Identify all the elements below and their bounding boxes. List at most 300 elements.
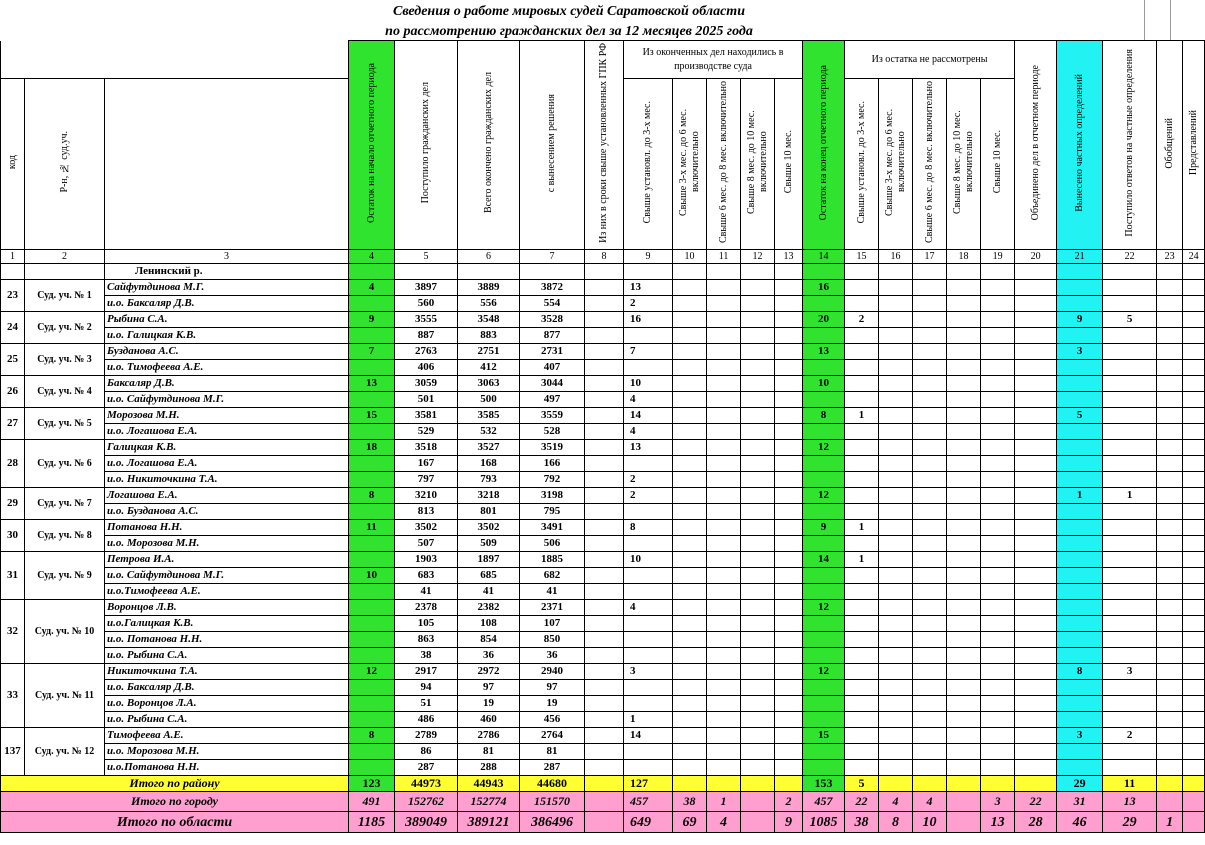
cell-col14 — [803, 360, 845, 376]
column-number: 9 — [624, 250, 673, 264]
cell-col8 — [585, 344, 624, 360]
cell-col10 — [673, 424, 707, 440]
cell-col4 — [349, 424, 395, 440]
total-col7: 151570 — [520, 792, 585, 812]
total-col6: 152774 — [458, 792, 520, 812]
cell-col15 — [845, 456, 879, 472]
cell-col19 — [981, 408, 1015, 424]
header-col9: Свыше установл. до 3-х мес. — [624, 79, 673, 250]
cell-col18 — [947, 744, 981, 760]
header-col19: Свыше 10 мес. — [981, 79, 1015, 250]
cell-col15 — [845, 344, 879, 360]
cell-col24 — [1183, 312, 1205, 328]
cell-col24 — [1183, 424, 1205, 440]
cell-col11 — [707, 360, 741, 376]
cell-col14 — [803, 504, 845, 520]
cell-col21 — [1057, 680, 1103, 696]
table-row — [1, 712, 1205, 728]
total-col16 — [879, 776, 913, 792]
cell-col11 — [707, 664, 741, 680]
cell-col15 — [845, 632, 879, 648]
cell-col9: 4 — [624, 600, 673, 616]
column-number: 19 — [981, 250, 1015, 264]
cell-col12 — [741, 568, 775, 584]
cell-col8 — [585, 472, 624, 488]
total-col22: 13 — [1103, 792, 1157, 812]
cell-col16 — [879, 296, 913, 312]
cell-col6: 3889 — [458, 280, 520, 296]
cell-col9 — [624, 360, 673, 376]
cell-col6: 500 — [458, 392, 520, 408]
cell-col14 — [803, 760, 845, 776]
cell-col4: 11 — [349, 520, 395, 536]
judge-name: Галицкая К.В. — [105, 440, 349, 456]
total-col8 — [585, 812, 624, 833]
cell-col16 — [879, 312, 913, 328]
column-number: 5 — [395, 250, 458, 264]
cell-col12 — [741, 360, 775, 376]
cell-col4 — [349, 696, 395, 712]
cell-col12 — [741, 328, 775, 344]
cell-col14 — [803, 696, 845, 712]
cell-col5: 683 — [395, 568, 458, 584]
cell-col16 — [879, 584, 913, 600]
cell-col19 — [981, 504, 1015, 520]
cell-col12 — [741, 680, 775, 696]
cell-col13 — [775, 744, 803, 760]
cell-col23 — [1157, 584, 1183, 600]
cell-col7: 877 — [520, 328, 585, 344]
cell-col15 — [845, 760, 879, 776]
court-code: 137 — [1, 728, 25, 776]
cell-col21 — [1057, 568, 1103, 584]
cell-col16 — [879, 424, 913, 440]
total-col23 — [1157, 792, 1183, 812]
cell-col10 — [673, 296, 707, 312]
cell-col22 — [1103, 440, 1157, 456]
total-col5: 389049 — [395, 812, 458, 833]
cell-col10 — [673, 392, 707, 408]
cell-col23 — [1157, 456, 1183, 472]
cell-col19 — [981, 696, 1015, 712]
cell-col8 — [585, 744, 624, 760]
header-col12: Свыше 8 мес. до 10 мес. включительно — [741, 79, 775, 250]
cell-col24 — [1183, 584, 1205, 600]
total-col10: 38 — [673, 792, 707, 812]
cell-col24 — [1183, 632, 1205, 648]
cell-col14 — [803, 536, 845, 552]
cell-col10 — [673, 648, 707, 664]
cell-col18 — [947, 584, 981, 600]
cell-col8 — [585, 680, 624, 696]
cell-col12 — [741, 552, 775, 568]
cell-col20 — [1015, 472, 1057, 488]
cell-col17 — [913, 536, 947, 552]
cell-col13 — [775, 552, 803, 568]
cell-col17 — [913, 552, 947, 568]
cell-col20 — [1015, 280, 1057, 296]
cell-col23 — [1157, 616, 1183, 632]
cell-col9: 4 — [624, 424, 673, 440]
cell-col4: 7 — [349, 344, 395, 360]
cell — [707, 264, 741, 280]
cell-col16 — [879, 520, 913, 536]
cell-col5: 51 — [395, 696, 458, 712]
cell — [741, 264, 775, 280]
judge-name: и.о. Морозова М.Н. — [105, 744, 349, 760]
cell-col14: 10 — [803, 376, 845, 392]
judge-name: Морозова М.Н. — [105, 408, 349, 424]
judge-name: и.о. Рыбина С.А. — [105, 648, 349, 664]
cell-col18 — [947, 504, 981, 520]
cell-col19 — [981, 472, 1015, 488]
cell-col18 — [947, 328, 981, 344]
cell-col22 — [1103, 296, 1157, 312]
cell-col10 — [673, 360, 707, 376]
cell-col5: 105 — [395, 616, 458, 632]
cell-col15 — [845, 392, 879, 408]
court-section: Суд. уч. № 5 — [25, 408, 105, 440]
cell-col14: 14 — [803, 552, 845, 568]
cell-col23 — [1157, 712, 1183, 728]
cell-col22: 2 — [1103, 728, 1157, 744]
cell-col20 — [1015, 536, 1057, 552]
column-number: 15 — [845, 250, 879, 264]
sheet-gridline — [1144, 0, 1171, 40]
cell-col11 — [707, 712, 741, 728]
header-col23: Обобщений — [1157, 41, 1183, 250]
cell-col15 — [845, 696, 879, 712]
cell-col6: 3502 — [458, 520, 520, 536]
total-col19: 3 — [981, 792, 1015, 812]
cell-col5: 3581 — [395, 408, 458, 424]
total-col12 — [741, 776, 775, 792]
total-col4: 1185 — [349, 812, 395, 833]
cell-col15 — [845, 616, 879, 632]
cell-col13 — [775, 392, 803, 408]
cell-col7: 682 — [520, 568, 585, 584]
header-col13: Свыше 10 мес. — [775, 79, 803, 250]
cell-col15: 1 — [845, 552, 879, 568]
cell-col24 — [1183, 488, 1205, 504]
cell — [775, 264, 803, 280]
cell-col20 — [1015, 632, 1057, 648]
cell-col7: 3519 — [520, 440, 585, 456]
cell-col23 — [1157, 664, 1183, 680]
cell-col23 — [1157, 680, 1183, 696]
cell-col4: 8 — [349, 728, 395, 744]
cell-col13 — [775, 696, 803, 712]
cell-col24 — [1183, 744, 1205, 760]
cell-col6: 36 — [458, 648, 520, 664]
cell-col20 — [1015, 392, 1057, 408]
cell-col19 — [981, 296, 1015, 312]
cell-col9: 8 — [624, 520, 673, 536]
header-group-finished: Из оконченных дел находились в производстве суда — [624, 41, 803, 79]
header-col8: Из них в сроки свыше установленных ГПК РФ — [585, 41, 624, 250]
cell-col14: 12 — [803, 664, 845, 680]
cell-col11 — [707, 456, 741, 472]
judge-name: и.о. Сайфутдинова М.Г. — [105, 568, 349, 584]
cell-col5: 167 — [395, 456, 458, 472]
cell-col8 — [585, 552, 624, 568]
header-col14: Остаток на конец отчетного периода — [803, 41, 845, 250]
cell — [349, 264, 395, 280]
header-col1: код — [1, 79, 25, 250]
cell-col17 — [913, 472, 947, 488]
cell — [395, 264, 458, 280]
cell-col10 — [673, 328, 707, 344]
cell — [1157, 264, 1183, 280]
cell-col4: 12 — [349, 664, 395, 680]
cell-col15 — [845, 280, 879, 296]
cell-col24 — [1183, 664, 1205, 680]
cell-col12 — [741, 616, 775, 632]
total-col15: 38 — [845, 812, 879, 833]
cell-col21: 3 — [1057, 344, 1103, 360]
cell-col7: 41 — [520, 584, 585, 600]
cell-col10 — [673, 744, 707, 760]
cell-col14 — [803, 392, 845, 408]
cell-col18 — [947, 728, 981, 744]
cell-col22 — [1103, 616, 1157, 632]
cell-col22: 3 — [1103, 664, 1157, 680]
cell-col12 — [741, 376, 775, 392]
cell-col13 — [775, 680, 803, 696]
cell-col24 — [1183, 552, 1205, 568]
table-row — [1, 760, 1205, 776]
judge-name: и.о. Галицкая К.В. — [105, 328, 349, 344]
cell-col6: 685 — [458, 568, 520, 584]
total-col13: 2 — [775, 792, 803, 812]
column-number: 16 — [879, 250, 913, 264]
cell-col9 — [624, 456, 673, 472]
table-row — [1, 536, 1205, 552]
cell-col19 — [981, 712, 1015, 728]
cell-col4: 10 — [349, 568, 395, 584]
cell-col18 — [947, 456, 981, 472]
cell-col5: 813 — [395, 504, 458, 520]
cell-col5: 2917 — [395, 664, 458, 680]
cell-col10 — [673, 616, 707, 632]
cell-col6: 41 — [458, 584, 520, 600]
cell-col11 — [707, 440, 741, 456]
cell-col4 — [349, 648, 395, 664]
cell-col9: 1 — [624, 712, 673, 728]
cell-col6: 2972 — [458, 664, 520, 680]
cell-col5: 797 — [395, 472, 458, 488]
cell-col7: 554 — [520, 296, 585, 312]
cell-col23 — [1157, 312, 1183, 328]
cell-col11 — [707, 408, 741, 424]
cell-col19 — [981, 424, 1015, 440]
cell-col24 — [1183, 504, 1205, 520]
column-number: 7 — [520, 250, 585, 264]
cell-col6: 509 — [458, 536, 520, 552]
total-col5: 152762 — [395, 792, 458, 812]
cell-col5: 38 — [395, 648, 458, 664]
cell-col22 — [1103, 504, 1157, 520]
cell-col9 — [624, 504, 673, 520]
cell-col17 — [913, 488, 947, 504]
cell-col22 — [1103, 408, 1157, 424]
total-col23 — [1157, 776, 1183, 792]
cell-col8 — [585, 440, 624, 456]
cell-col17 — [913, 392, 947, 408]
total-col18 — [947, 776, 981, 792]
total-col19: 13 — [981, 812, 1015, 833]
civil-cases-report-table — [0, 40, 1205, 833]
column-number: 4 — [349, 250, 395, 264]
cell-col4 — [349, 536, 395, 552]
cell-col7: 3528 — [520, 312, 585, 328]
cell-col18 — [947, 568, 981, 584]
cell-col6: 81 — [458, 744, 520, 760]
cell-col10 — [673, 568, 707, 584]
cell-col19 — [981, 488, 1015, 504]
cell-col16 — [879, 696, 913, 712]
cell-col16 — [879, 328, 913, 344]
cell-col23 — [1157, 296, 1183, 312]
cell-col19 — [981, 344, 1015, 360]
cell-col18 — [947, 424, 981, 440]
cell-col14: 15 — [803, 728, 845, 744]
cell-col21 — [1057, 616, 1103, 632]
total-col14: 457 — [803, 792, 845, 812]
cell-col17 — [913, 696, 947, 712]
total-col14: 1085 — [803, 812, 845, 833]
header-group-remaining: Из остатка не рассмотрены — [845, 41, 1015, 79]
cell-col10 — [673, 664, 707, 680]
cell-col17 — [913, 344, 947, 360]
judge-name: и.о. Никиточкина Т.А. — [105, 472, 349, 488]
cell-col21 — [1057, 760, 1103, 776]
cell-col9: 13 — [624, 440, 673, 456]
cell-col19 — [981, 440, 1015, 456]
cell-col20 — [1015, 664, 1057, 680]
cell-col6: 2751 — [458, 344, 520, 360]
cell-col19 — [981, 520, 1015, 536]
cell-col24 — [1183, 392, 1205, 408]
total-col17 — [913, 776, 947, 792]
cell-col11 — [707, 696, 741, 712]
cell-col23 — [1157, 488, 1183, 504]
cell-col5: 501 — [395, 392, 458, 408]
cell-col17 — [913, 456, 947, 472]
cell-col20 — [1015, 568, 1057, 584]
cell-col10 — [673, 440, 707, 456]
judge-name: и.о. Баксаляр Д.В. — [105, 680, 349, 696]
cell-col10 — [673, 488, 707, 504]
column-number: 18 — [947, 250, 981, 264]
cell-col11 — [707, 568, 741, 584]
cell-col16 — [879, 680, 913, 696]
header-col22: Поступило ответов на частные определения — [1103, 41, 1157, 250]
cell-col5: 41 — [395, 584, 458, 600]
header-col18: Свыше 8 мес. до 10 мес. включительно — [947, 79, 981, 250]
cell-col10 — [673, 344, 707, 360]
court-code: 25 — [1, 344, 25, 376]
total-row-city — [1, 792, 1205, 812]
cell-col4: 15 — [349, 408, 395, 424]
cell-col23 — [1157, 344, 1183, 360]
cell-col12 — [741, 296, 775, 312]
cell-col9 — [624, 568, 673, 584]
cell-col6: 460 — [458, 712, 520, 728]
total-col13 — [775, 776, 803, 792]
cell-col20 — [1015, 296, 1057, 312]
cell-col22 — [1103, 536, 1157, 552]
cell-col4 — [349, 632, 395, 648]
cell-col22 — [1103, 648, 1157, 664]
column-number: 22 — [1103, 250, 1157, 264]
report-title-line1: Сведения о работе мировых судей Саратовской области — [392, 4, 745, 19]
cell-col19 — [981, 280, 1015, 296]
judge-name: Воронцов Л.В. — [105, 600, 349, 616]
cell-col8 — [585, 328, 624, 344]
cell — [1057, 264, 1103, 280]
cell-col11 — [707, 344, 741, 360]
cell-col22 — [1103, 696, 1157, 712]
cell-col21 — [1057, 504, 1103, 520]
cell-col6: 168 — [458, 456, 520, 472]
cell-col10 — [673, 504, 707, 520]
cell-col10 — [673, 712, 707, 728]
court-code: 33 — [1, 664, 25, 728]
cell-col23 — [1157, 520, 1183, 536]
cell-col18 — [947, 344, 981, 360]
table-row — [1, 600, 1205, 616]
cell-col21: 9 — [1057, 312, 1103, 328]
cell-col10 — [673, 312, 707, 328]
judge-name: и.о. Баксаляр Д.В. — [105, 296, 349, 312]
cell-col13 — [775, 408, 803, 424]
cell-col22 — [1103, 360, 1157, 376]
cell-col6: 793 — [458, 472, 520, 488]
cell-col9: 2 — [624, 488, 673, 504]
cell-col12 — [741, 536, 775, 552]
judge-name: и.о. Потанова Н.Н. — [105, 632, 349, 648]
cell-col11 — [707, 280, 741, 296]
cell-col16 — [879, 760, 913, 776]
cell-col17 — [913, 376, 947, 392]
cell-col10 — [673, 632, 707, 648]
cell-col17 — [913, 568, 947, 584]
cell-col8 — [585, 424, 624, 440]
cell-col19 — [981, 568, 1015, 584]
cell — [913, 264, 947, 280]
cell-col4: 18 — [349, 440, 395, 456]
cell-col10 — [673, 760, 707, 776]
cell-col14 — [803, 632, 845, 648]
cell-col24 — [1183, 328, 1205, 344]
cell-col17 — [913, 504, 947, 520]
cell-col12 — [741, 728, 775, 744]
header-col15: Свыше установл. до 3-х мес. — [845, 79, 879, 250]
cell-col11 — [707, 328, 741, 344]
cell-col22: 5 — [1103, 312, 1157, 328]
judge-name: и.о. Логашова Е.А. — [105, 424, 349, 440]
judge-name: Потанова Н.Н. — [105, 520, 349, 536]
table-row — [1, 680, 1205, 696]
cell-col12 — [741, 456, 775, 472]
cell-col7: 3198 — [520, 488, 585, 504]
cell-col22 — [1103, 344, 1157, 360]
judge-name: Логашова Е.А. — [105, 488, 349, 504]
cell-col5: 2789 — [395, 728, 458, 744]
court-code: 24 — [1, 312, 25, 344]
cell-col15 — [845, 440, 879, 456]
